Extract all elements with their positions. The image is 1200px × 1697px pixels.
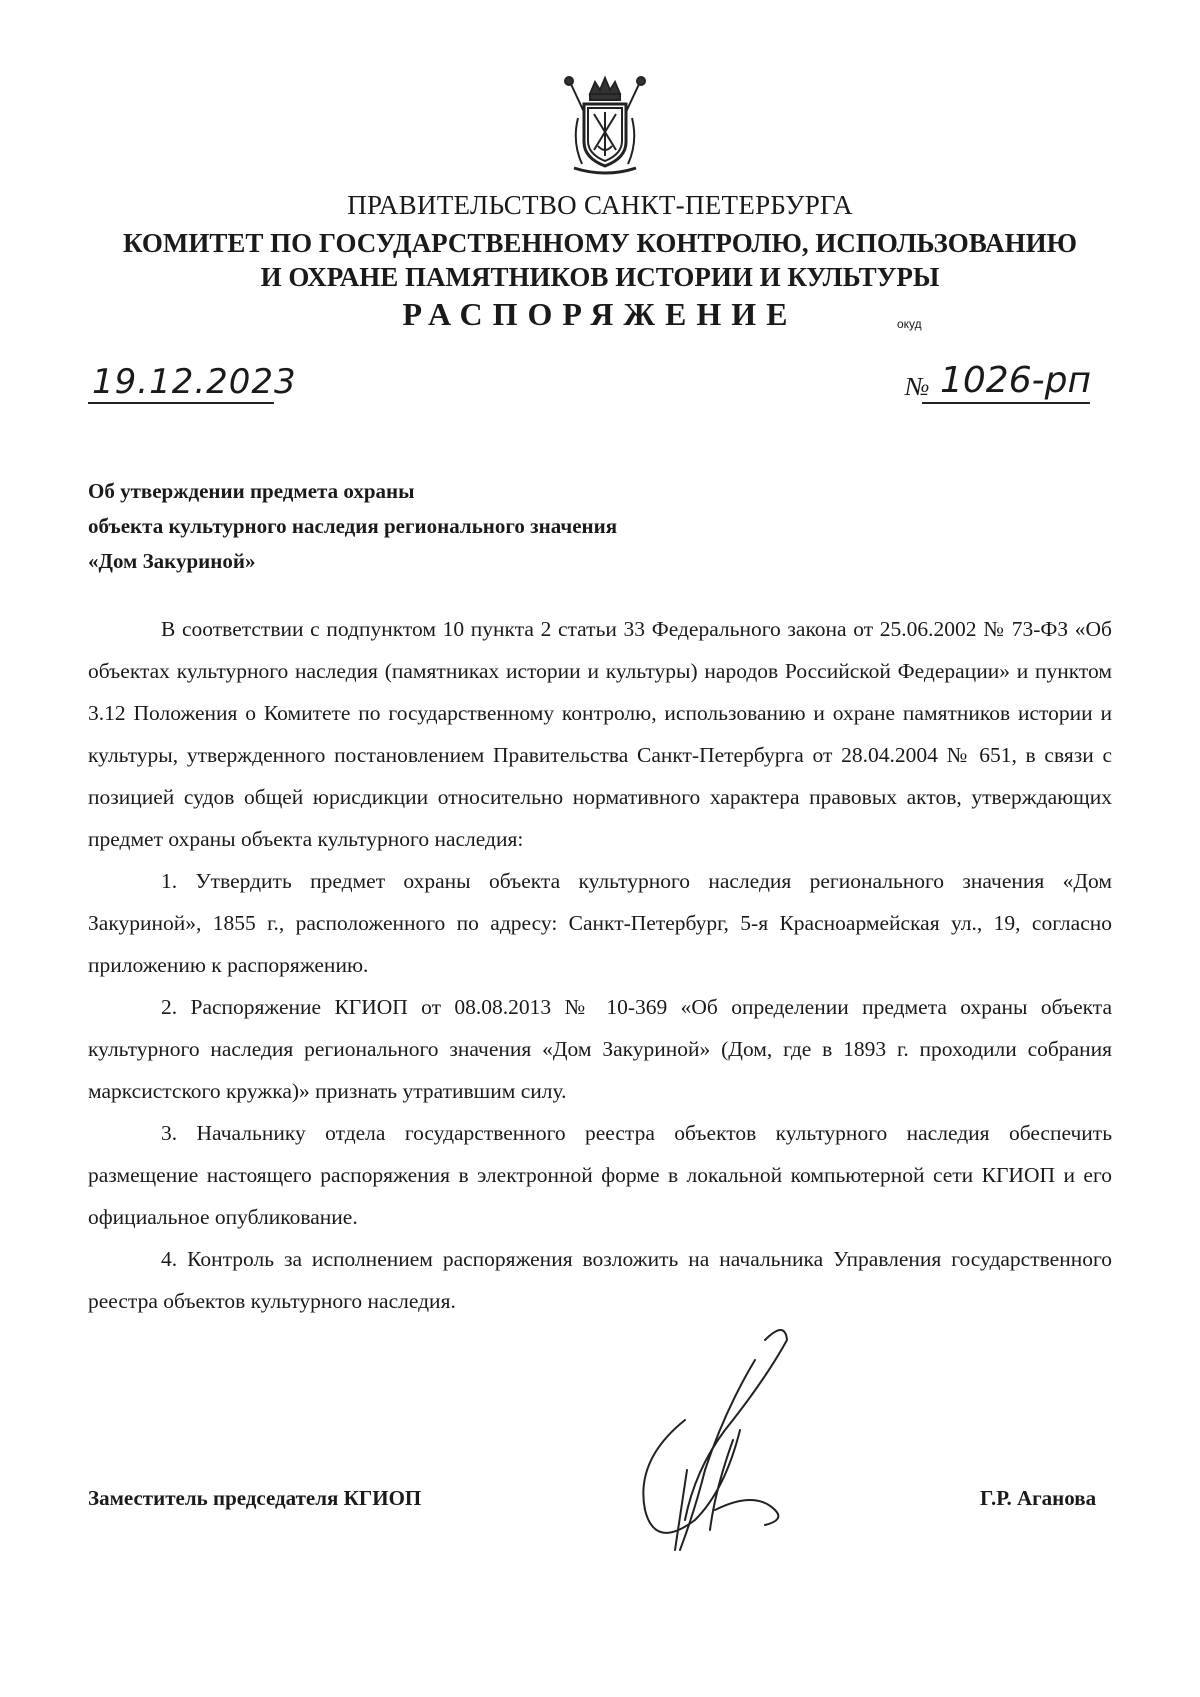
committee-name-line2: И ОХРАНЕ ПАМЯТНИКОВ ИСТОРИИ И КУЛЬТУРЫ [260,262,940,292]
clause-1: 1. Утвердить предмет охраны объекта культурного наследия регионального значения «Дом Закуриной», 1855 г., расположенного по адресу: Санкт-Петербург, 5-я Красноармейская ул., 19, согласно приложению к распоряжению. [88,869,1112,977]
document-subject [88,474,617,579]
subject-line1: Об утверждении предмета охраны [88,479,415,503]
document-body [88,608,1112,1322]
committee-name-line1: КОМИТЕТ ПО ГОСУДАРСТВЕННОМУ КОНТРОЛЮ, ИСПОЛЬЗОВАНИЮ [123,228,1077,258]
document-number: 1026-рп [940,360,1091,401]
date-underline [88,402,274,404]
committee-name [0,226,1200,294]
document-type: РАСПОРЯЖЕНИЕ [402,296,798,332]
subject-line3: «Дом Закуриной» [88,549,256,573]
okud-label: окуд [897,317,922,331]
subject-line2: объекта культурного наследия регионального значения [88,514,618,538]
signer-name: Г.Р. Аганова [980,1486,1097,1510]
number-label: № [905,372,930,401]
preamble-paragraph: В соответствии с подпунктом 10 пункта 2 статьи 33 Федерального закона от 25.06.2002 № 73-ФЗ «Об объектах культурного наследия (памятниках истории и культуры) народов Российской Федерации» и пунктом 3.12 Положения о Комитете по государственному контролю, использованию и охране памятников истории и культуры, утвержденного постановлением Правительства Санкт-Петербурга от 28.04.2004 № 651, в связи с позицией судов общей юрисдикции относительно нормативного характера правовых актов, утверждающих предмет охраны объекта культурного наследия: [88,617,1112,851]
number-underline [922,402,1090,404]
coat-of-arms-icon [560,72,650,182]
signer-title: Заместитель председателя КГИОП [88,1486,422,1510]
document-date: 19.12.2023 [92,362,297,402]
handwritten-signature [615,1320,855,1580]
clause-2: 2. Распоряжение КГИОП от 08.08.2013 № 10-369 «Об определении предмета охраны объекта культурного наследия регионального значения «Дом Закуриной» (Дом, где в 1893 г. проходили собрания марксистского кружка)» признать утратившим силу. [88,995,1112,1103]
government-name: ПРАВИТЕЛЬСТВО САНКТ-ПЕТЕРБУРГА [347,190,853,220]
clause-4: 4. Контроль за исполнением распоряжения возложить на начальника Управления государственного реестра объектов культурного наследия. [88,1247,1112,1313]
clause-3: 3. Начальнику отдела государственного реестра объектов культурного наследия обеспечить размещение настоящего распоряжения в электронной форме в локальной компьютерной сети КГИОП и его официальное опубликование. [88,1121,1112,1229]
